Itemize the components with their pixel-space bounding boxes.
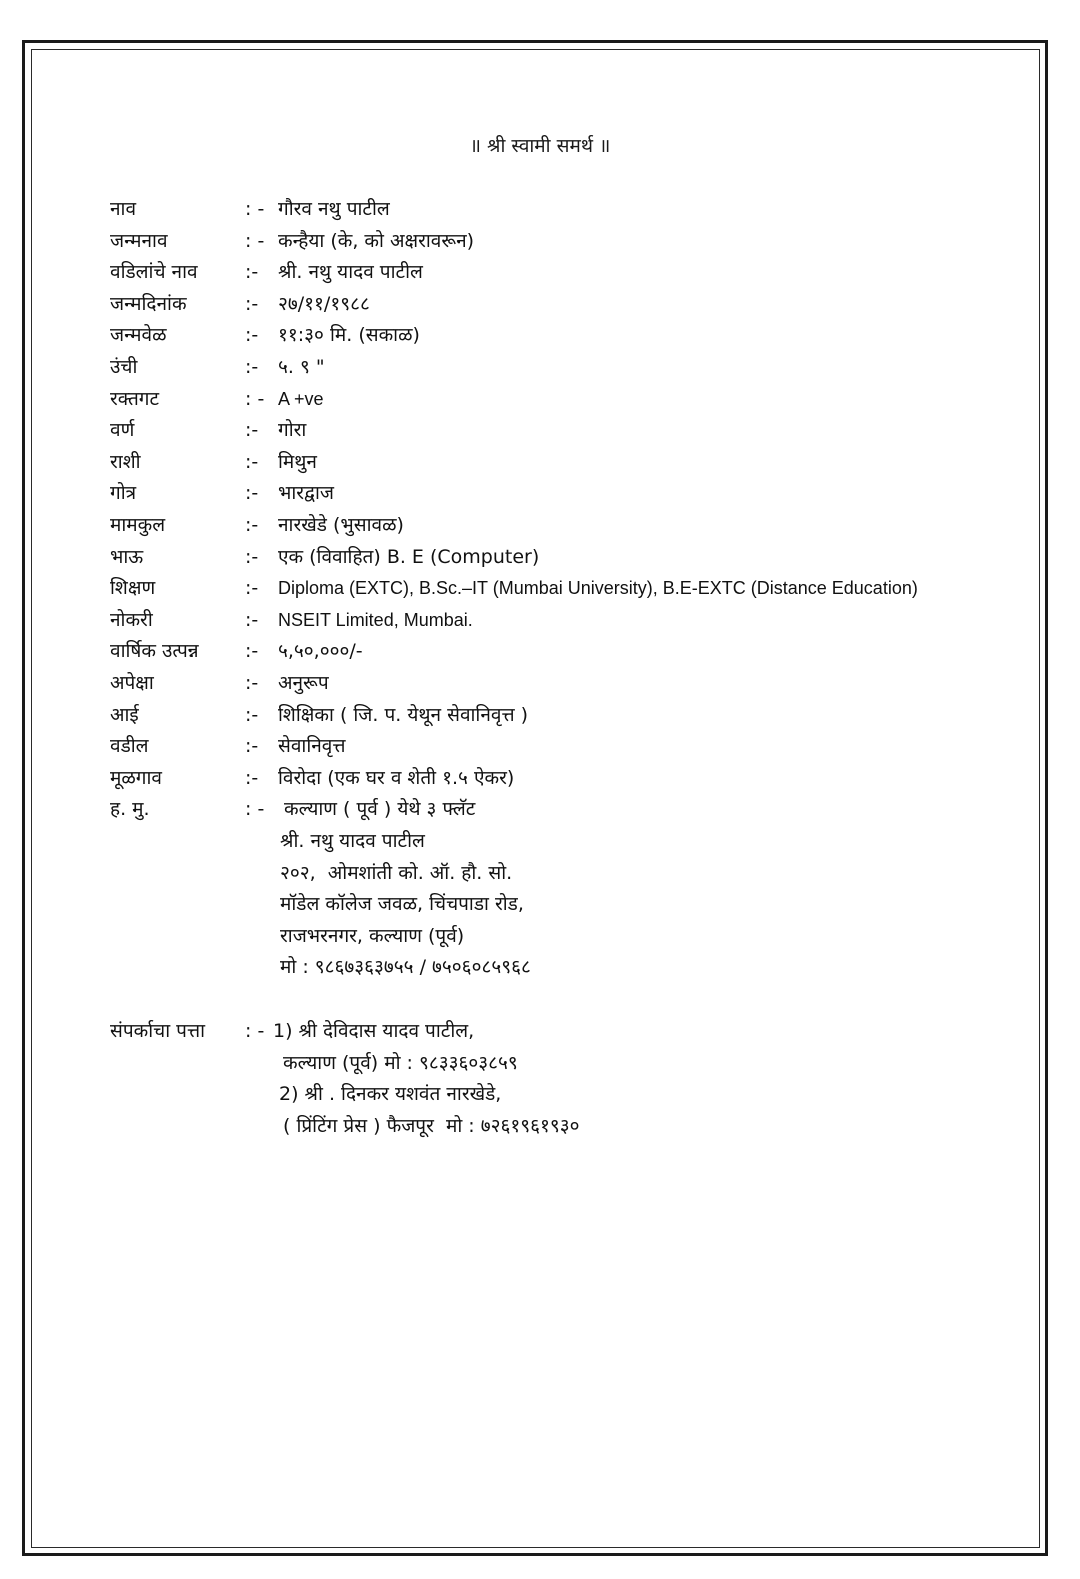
row-label: वडिलांचे नाव bbox=[110, 261, 198, 284]
row-label: मूळगाव bbox=[110, 766, 162, 789]
address-line: २०२, ओमशांती को. ऑ. हौ. सो. bbox=[280, 861, 513, 884]
row-value: गौरव नथु पाटील bbox=[278, 198, 390, 220]
biodata-row-gotra bbox=[110, 478, 1010, 510]
row-value: मिथुन bbox=[278, 450, 317, 473]
biodata-row-height bbox=[110, 352, 1010, 384]
row-value: Diploma (EXTC), B.Sc.–IT (Mumbai University), B.E-EXTC (Distance Education) bbox=[278, 578, 918, 599]
address-line: राजभरनगर, कल्याण (पूर्व) bbox=[280, 924, 465, 947]
contact-line: 2) श्री . दिनकर यशवंत नारखेडे, bbox=[279, 1083, 502, 1106]
row-separator: :- bbox=[245, 450, 259, 473]
row-separator: :- bbox=[245, 608, 259, 631]
residence-address bbox=[280, 826, 531, 984]
contact-separator: : - bbox=[245, 1020, 265, 1042]
biodata-row-education bbox=[110, 573, 1010, 605]
address-line: मॉडेल कॉलेज जवळ, चिंचपाडा रोड, bbox=[280, 893, 524, 916]
biodata-row-name bbox=[110, 194, 1010, 226]
biodata-row-mamkul bbox=[110, 510, 1010, 542]
contact-line: कल्याण (पूर्व) मो : ९८३३६०३८५९ bbox=[283, 1051, 518, 1074]
biodata-rows bbox=[110, 194, 1010, 826]
row-separator: :- bbox=[245, 640, 259, 663]
row-value: ११:३० मि. (सकाळ) bbox=[278, 324, 420, 347]
row-separator: : - bbox=[245, 798, 265, 821]
row-separator: :- bbox=[245, 703, 259, 726]
row-separator: :- bbox=[245, 577, 259, 600]
row-value: ५,५०,०००/- bbox=[278, 640, 363, 663]
row-value: ५. ९ " bbox=[278, 355, 325, 378]
row-separator: :- bbox=[245, 766, 259, 789]
row-value: २७/११/१९८८ bbox=[278, 292, 370, 315]
row-separator: :- bbox=[245, 482, 259, 505]
row-separator: :- bbox=[245, 355, 259, 378]
row-label: वार्षिक उत्पन्न bbox=[110, 640, 199, 663]
contact-line: ( प्रिंटिंग प्रेस ) फैजपूर मो : ७२६१९६१९३० bbox=[283, 1114, 580, 1137]
row-separator: : - bbox=[245, 229, 265, 252]
row-label: गोत्र bbox=[110, 482, 137, 505]
row-value: कन्हैया (के, को अक्षरावरून) bbox=[278, 229, 475, 252]
row-value: भारद्वाज bbox=[278, 482, 334, 505]
row-label: राशी bbox=[110, 450, 141, 473]
biodata-row-income bbox=[110, 636, 1010, 668]
biodata-row-expectation bbox=[110, 668, 1010, 700]
biodata-row-mother bbox=[110, 700, 1010, 732]
row-value: श्री. नथु यादव पाटील bbox=[278, 261, 423, 284]
biodata-row-native-place bbox=[110, 763, 1010, 795]
row-value: अनुरूप bbox=[278, 671, 329, 694]
row-label: मामकुल bbox=[110, 513, 166, 536]
row-value: कल्याण ( पूर्व ) येथे ३ फ्लॅट bbox=[278, 798, 476, 821]
biodata-row-rashi bbox=[110, 447, 1010, 479]
row-label: आई bbox=[110, 703, 139, 726]
row-separator: :- bbox=[245, 324, 259, 347]
row-label: शिक्षण bbox=[110, 577, 156, 600]
row-label: उंची bbox=[110, 355, 138, 378]
document-heading: ॥ श्री स्वामी समर्थ ॥ bbox=[469, 135, 611, 157]
row-separator: :- bbox=[245, 735, 259, 758]
biodata-row-birth-time bbox=[110, 320, 1010, 352]
row-separator: : - bbox=[245, 387, 265, 410]
row-label: जन्मनाव bbox=[110, 229, 168, 252]
row-label: नाव bbox=[110, 198, 137, 220]
row-label: जन्मदिनांक bbox=[110, 292, 187, 315]
row-value: नारखेडे (भुसावळ) bbox=[278, 513, 404, 536]
biodata-row-father-name bbox=[110, 257, 1010, 289]
biodata-row-father bbox=[110, 731, 1010, 763]
biodata-row-birth-date bbox=[110, 289, 1010, 321]
row-value: A +ve bbox=[278, 388, 324, 409]
row-value: सेवानिवृत्त bbox=[278, 735, 346, 758]
row-separator: :- bbox=[245, 261, 259, 284]
row-label: भाऊ bbox=[110, 545, 144, 568]
biodata-row-brother bbox=[110, 542, 1010, 574]
biodata-row-job bbox=[110, 605, 1010, 637]
contact-line: 1) श्री देविदास यादव पाटील, bbox=[273, 1020, 475, 1042]
row-value: विरोदा (एक घर व शेती १.५ ऐकर) bbox=[278, 766, 515, 789]
row-value: शिक्षिका ( जि. प. येथून सेवानिवृत्त ) bbox=[278, 703, 529, 726]
row-label: वर्ण bbox=[110, 419, 135, 442]
row-value: एक (विवाहित) B. E (Computer) bbox=[278, 545, 540, 568]
row-separator: :- bbox=[245, 419, 259, 442]
biodata-row-complexion bbox=[110, 415, 1010, 447]
row-label: अपेक्षा bbox=[110, 671, 154, 694]
address-phone-line: मो : ९८६७३६३७५५ / ७५०६०८५९६८ bbox=[280, 956, 531, 979]
row-separator: :- bbox=[245, 545, 259, 568]
row-separator: :- bbox=[245, 292, 259, 315]
row-value: गोरा bbox=[278, 419, 307, 442]
row-label: ह. मु. bbox=[110, 798, 150, 821]
biodata-row-blood-group bbox=[110, 384, 1010, 416]
contact-lines bbox=[273, 1016, 580, 1142]
row-label: वडील bbox=[110, 735, 149, 758]
row-separator: :- bbox=[245, 671, 259, 694]
row-value: NSEIT Limited, Mumbai. bbox=[278, 609, 473, 630]
biodata-row-current-residence bbox=[110, 794, 1010, 826]
row-label: नोकरी bbox=[110, 608, 153, 631]
contact-label: संपर्काचा पत्ता bbox=[110, 1020, 206, 1042]
biodata-row-birth-name bbox=[110, 226, 1010, 258]
row-label: रक्तगट bbox=[110, 387, 160, 410]
row-separator: : - bbox=[245, 198, 265, 220]
row-separator: :- bbox=[245, 513, 259, 536]
row-label: जन्मवेळ bbox=[110, 324, 167, 347]
address-line: श्री. नथु यादव पाटील bbox=[280, 830, 425, 852]
